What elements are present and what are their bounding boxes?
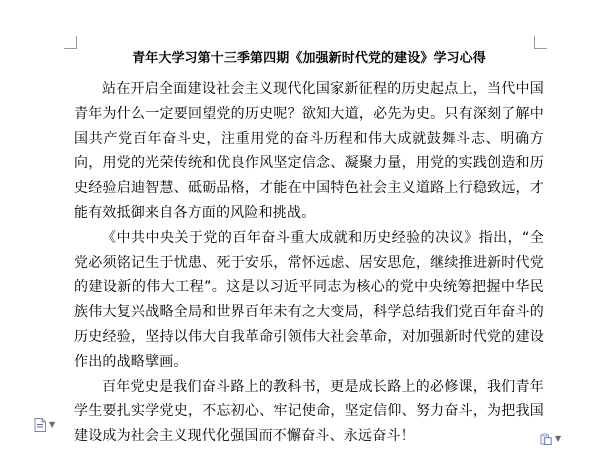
- document-options-button[interactable]: [34, 418, 55, 432]
- chevron-down-icon: ▼: [49, 420, 56, 429]
- paragraph-1: 站在开启全面建设社会主义现代化国家新征程的历史起点上，当代中国青年为什么一定要回望党的历史呢？欲知大道，必先为史。只有深刻了解中国共产党百年奋斗史，注重用党的奋斗历程和伟大成就鼓舞斗志、明确方向，用党的光荣传统和优良作风坚定信念、凝聚力量，用党的实践创造和历史经验启迪智慧、砥砺品格，才能在中国特色社会主义道路上行稳致远，才能有效抵御来自各方面的风险和挑战。: [74, 81, 544, 221]
- paste-options-button[interactable]: [540, 432, 561, 446]
- margin-corner-mark-top-left: [64, 36, 77, 49]
- paragraph-3: 百年党史是我们奋斗路上的教科书，更是成长路上的必修课，我们青年学生要扎实学党史，不忘初心、牢记使命，坚定信仰、努力奋斗，为把我国建设成为社会主义现代化强国而不懈奋斗、永远奋斗！: [74, 378, 544, 445]
- chevron-down-icon: ▼: [555, 434, 562, 443]
- document-body[interactable]: [74, 49, 544, 449]
- margin-corner-mark-top-right: [534, 36, 547, 49]
- document-title: 青年大学习第十三季第四期《加强新时代党的建设》学习心得: [132, 51, 486, 66]
- document-icon: [34, 418, 46, 432]
- paste-options-icon: [540, 432, 552, 446]
- paragraph-2: 《中共中央关于党的百年奋斗重大成就和历史经验的决议》指出，“全党必须铭记生于忧患、死于安乐，常怀远虑、居安思危，继续推进新时代党的建设新的伟大工程”。这是以习近平同志为核心的党中央统筹把握中华民族伟大复兴战略全局和世界百年未有之大变局，科学总结我们党百年奋斗的历史经验，坚持以伟大自我革命引领伟大社会革命，对加强新时代党的建设作出的战略擘画。: [74, 229, 544, 370]
